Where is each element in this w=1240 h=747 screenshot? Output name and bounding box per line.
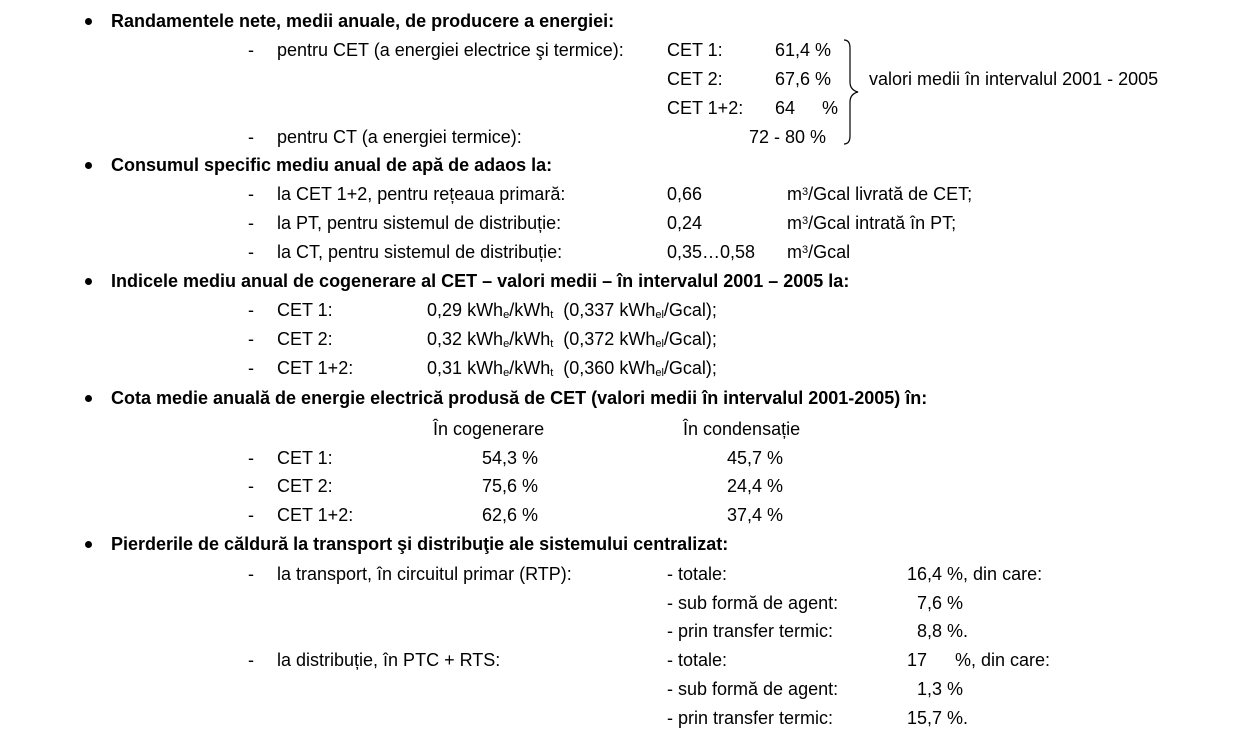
efficiency-name: CET 1+2:: [667, 98, 744, 118]
bullet: [85, 395, 92, 402]
efficiency-name: CET 1:: [667, 40, 723, 60]
losses-value: 15,7 %.: [907, 708, 969, 728]
brace-note: valori medii în intervalul 2001 - 2005: [869, 69, 1159, 89]
curly-brace-icon: [842, 38, 862, 146]
share-condensation: 24,4 %: [727, 476, 784, 496]
dash: -: [248, 505, 254, 525]
water-label: la PT, pentru sistemul de distribuție:: [277, 213, 562, 233]
bullet: [85, 278, 92, 285]
efficiency-name: CET 2:: [667, 69, 723, 89]
share-condensation: 37,4 %: [727, 505, 784, 525]
cogeneration-name: CET 1:: [277, 300, 333, 320]
dash: -: [248, 213, 254, 233]
losses-transport-label: la transport, în circuitul primar (RTP):: [277, 564, 572, 584]
water-unit: $m^3$/Gcal intrată în PT;: [787, 213, 957, 233]
bullet: [85, 541, 92, 548]
dash: -: [248, 650, 254, 670]
water-value: 0,66: [667, 184, 703, 204]
dash: -: [248, 300, 254, 320]
cogeneration-value: 0,32 kWh$_e$/kWh$_t$ (0,372 kWh$_{el}$/Gcal);: [427, 329, 717, 350]
efficiency-value: 64: [775, 98, 796, 118]
section-heading: Pierderile de căldură la transport şi distribuţie ale sistemului centralizat:: [111, 534, 729, 554]
dash: -: [248, 242, 254, 262]
losses-value: 1,3 %: [917, 679, 964, 699]
cogeneration-name: CET 2:: [277, 329, 333, 349]
section-heading: Randamentele nete, medii anuale, de producere a energiei:: [111, 11, 615, 31]
cogeneration-name: CET 1+2:: [277, 358, 354, 378]
water-label: la CT, pentru sistemul de distribuție:: [277, 242, 563, 262]
share-name: CET 2:: [277, 476, 333, 496]
dash: -: [248, 184, 254, 204]
water-value: 0,35…0,58: [667, 242, 756, 262]
dash: -: [248, 358, 254, 378]
efficiency-value: 67,6 %: [775, 69, 832, 89]
water-unit: $m^3$/Gcal livrată de CET;: [787, 184, 973, 204]
losses-value: 16,4 %, din care:: [907, 564, 1043, 584]
losses-value: 17: [907, 650, 928, 670]
section-heading: Indicele mediu anual de cogenerare al CET – valori medii – în intervalul 2001 – 2005 la:: [111, 271, 850, 291]
losses-distribution-label: la distribuție, în PTC + RTS:: [277, 650, 501, 670]
dash: -: [248, 476, 254, 496]
share-name: CET 1:: [277, 448, 333, 468]
share-name: CET 1+2:: [277, 505, 354, 525]
ct-efficiency-label: pentru CT (a energiei termice):: [277, 127, 522, 147]
losses-unit: %, din care:: [955, 650, 1051, 670]
losses-kind: - prin transfer termic:: [667, 621, 834, 641]
efficiency-unit: %: [822, 98, 839, 118]
losses-value: 7,6 %: [917, 593, 964, 613]
water-label: la CET 1+2, pentru rețeaua primară:: [277, 184, 566, 204]
bullet: [85, 18, 92, 25]
section-heading: Consumul specific mediu anual de apă de adaos la:: [111, 155, 553, 175]
bullet: [85, 162, 92, 169]
water-unit: $m^3$/Gcal: [787, 242, 851, 262]
share-cogeneration: 62,6 %: [482, 505, 539, 525]
section-heading: Cota medie anuală de energie electrică produsă de CET (valori medii în intervalul 2001-2005) în:: [111, 388, 928, 408]
share-cogeneration: 75,6 %: [482, 476, 539, 496]
cogeneration-value: 0,31 kWh$_e$/kWh$_t$ (0,360 kWh$_{el}$/Gcal);: [427, 358, 717, 379]
ct-efficiency-value: 72 - 80 %: [749, 127, 827, 147]
share-column-header: În condensație: [683, 419, 801, 439]
dash: -: [248, 329, 254, 349]
efficiency-value: 61,4 %: [775, 40, 832, 60]
dash: -: [248, 40, 254, 60]
losses-kind: - totale:: [667, 564, 728, 584]
cet-efficiency-label: pentru CET (a energiei electrice şi termice):: [277, 40, 624, 60]
losses-kind: - totale:: [667, 650, 728, 670]
cogeneration-value: 0,29 kWh$_e$/kWh$_t$ (0,337 kWh$_{el}$/Gcal);: [427, 300, 717, 321]
share-column-header: În cogenerare: [433, 419, 545, 439]
share-condensation: 45,7 %: [727, 448, 784, 468]
dash: -: [248, 448, 254, 468]
losses-kind: - sub formă de agent:: [667, 679, 839, 699]
share-cogeneration: 54,3 %: [482, 448, 539, 468]
losses-kind: - prin transfer termic:: [667, 708, 834, 728]
losses-value: 8,8 %.: [917, 621, 969, 641]
dash: -: [248, 564, 254, 584]
losses-kind: - sub formă de agent:: [667, 593, 839, 613]
dash: -: [248, 127, 254, 147]
water-value: 0,24: [667, 213, 703, 233]
